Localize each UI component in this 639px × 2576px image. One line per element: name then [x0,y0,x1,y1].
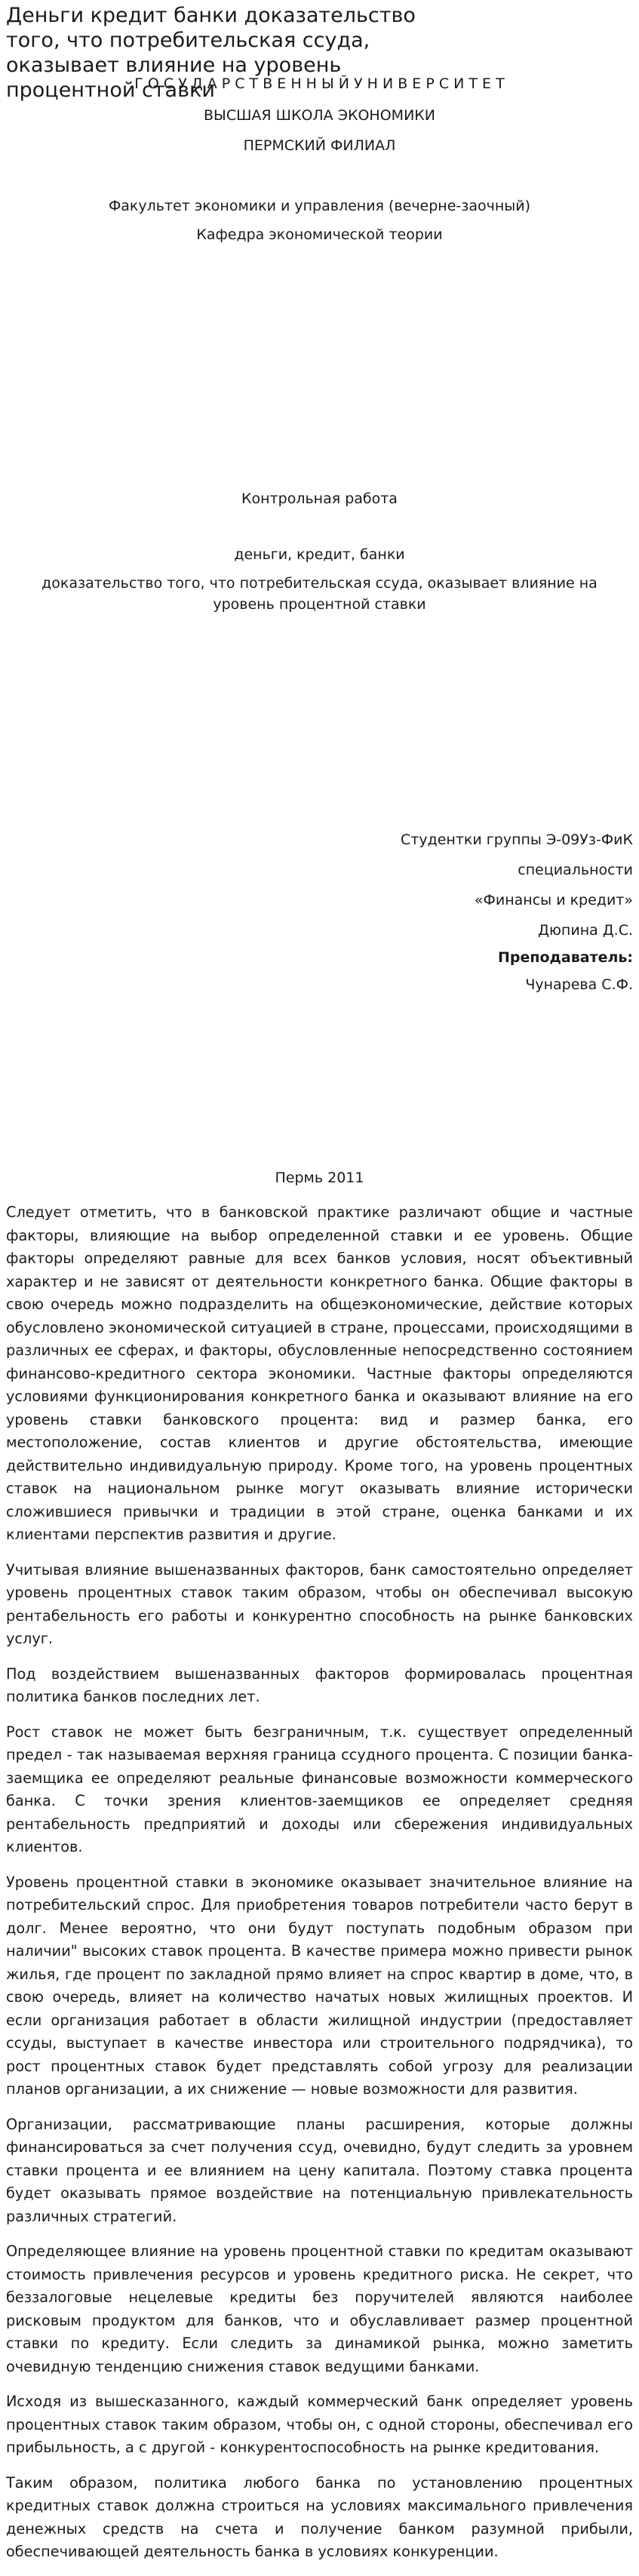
city-year: Пермь 2011 [275,1170,364,1186]
specialty-name: «Финансы и кредит» [474,892,633,908]
paragraph: Организации, рассматривающие планы расширения, которые должны финансироваться за счет получения ссуд, очевидно, будут следить за уровнем ставки процента и ее влиянием на цену капитала. Поэтому ставка процента будет оказывать прямое воздействие на потенциальную привлекательность различных стратегий. [6,2115,633,2225]
work-type: Контрольная работа [241,490,398,507]
paragraph: Рост ставок не может быть безграничным, т.к. существует определенный предел - так называемая верхняя граница ссудного процента. С позиции банка-заемщика ее определяют реальные финансовые возможности коммерческого банка. С точки зрения клиентов-заемщиков ее определяет средняя рентабельность предприятий и доходы или сбережения индивидуальных клиентов. [6,1723,633,1855]
student-group: Студентки группы Э-09Уз-ФиК [401,832,633,848]
topic-line-2: уровень процентной ставки [213,596,426,613]
department-name: Кафедра экономической теории [196,226,443,243]
teacher-name: Чунарева С.Ф. [525,976,633,993]
paragraph: Учитывая влияние вышеназванных факторов, банк самостоятельно определяет уровень процентных ставок таким образом, чтобы он обеспечивал высокую рентабельность его работы и конкурентно способность на рынке банковских услуг. [6,1560,633,1647]
body-text [6,1201,633,2576]
paragraph: Определяющее влияние на уровень процентной ставки по кредитам оказывают стоимость привлечения ресурсов и уровень кредитного риска. Не секрет, что беззалоговые нецелевые кредиты без поручителей являются наиболее рисковым продуктом для банков, что и обуславливает размер процентной ставки по кредиту. Если следить за динамикой рынка, можно заметить очевидную тенденцию снижения ставок ведущими банками. [6,2242,633,2375]
specialty-label: специальности [518,862,633,878]
subject-name: деньги, кредит, банки [234,546,405,563]
document-title: Деньги кредит банки доказательство того, что потребительская ссуда, оказывает влияние на уровень процентной ставки [6,4,416,102]
branch-name: ПЕРМСКИЙ ФИЛИАЛ [243,137,396,154]
paragraph: Исходя из вышесказанного, каждый коммерческий банк определяет уровень процентных ставок таким образом, чтобы он, с одной стороны, обеспечивал его прибыльность, а с другой - конкурентоспособность на рынке кредитования. [6,2393,633,2456]
university-name: Г О С У Д А Р С Т В Е Н Н Ы Й У Н И В Е Р С И Т Е Т [134,75,505,92]
school-name: ВЫСШАЯ ШКОЛА ЭКОНОМИКИ [204,107,435,124]
student-name: Дюпина Д.С. [538,922,633,939]
topic-line-1: доказательство того, что потребительская ссуда, оказывает влияние на [41,575,598,592]
faculty-name: Факультет экономики и управления (вечерне-заочный) [108,198,531,214]
paragraph: Таким образом, политика любого банка по установлению процентных кредитных ставок должна строиться на условиях максимального привлечения денежных средств на счета и получение банком разумной прибыли, обеспечивающей деятельность банка в условиях конкуренции. [6,2473,633,2560]
paragraph: Под воздействием вышеназванных факторов формировалась процентная политика банков последних лет. [6,1665,633,1705]
paragraph: Уровень процентной ставки в экономике оказывает значительное влияние на потребительский спрос. Для приобретения товаров потребители часто берут в долг. Менее вероятно, что они будут поступать подобным образом при наличии" высоких ставок процента. В качестве примера можно привести рынок жилья, где процент по закладной прямо влияет на спрос квартир в доме, что, в свою очередь, влияет на количество начатых новых жилищных проектов. И если организация работает в области жилищной индустрии (предоставляет ссуды, выступает в качестве инвестора или строительного подрядчика), то рост процентных ставок будет представлять собой угрозу для реализации планов организации, а их снижение — новые возможности для развития. [6,1873,633,2098]
teacher-label: Преподаватель: [497,949,633,966]
paragraph: Следует отметить, что в банковской практике различают общие и частные факторы, влияющие на выбор определенной ставки и ее уровень. Общие факторы определяют равные для всех банков условия, носят объективный характер и не зависят от деятельности конкретного банка. Общие факторы в свою очередь можно подразделить на общеэкономические, действие которых обусловлено экономической ситуацией в стране, процессами, происходящими в различных ее сферах, и факторы, обусловленные непосредственно состоянием финансово-кредитного сектора экономики. Частные факторы определяются условиями функционирования конкретного банка и оказывают влияние на его уровень ставки банковского процента: вид и размер банка, его местоположение, состав клиентов и другие обстоятельства, имеющие действительно индивидуальную природу. Кроме того, на уровень процентных ставок на национальном рынке могут оказывать влияние исторически сложившиеся привычки и традиции в этой стране, оценка банками и их клиентами перспектив развития и другие. [6,1203,633,1543]
